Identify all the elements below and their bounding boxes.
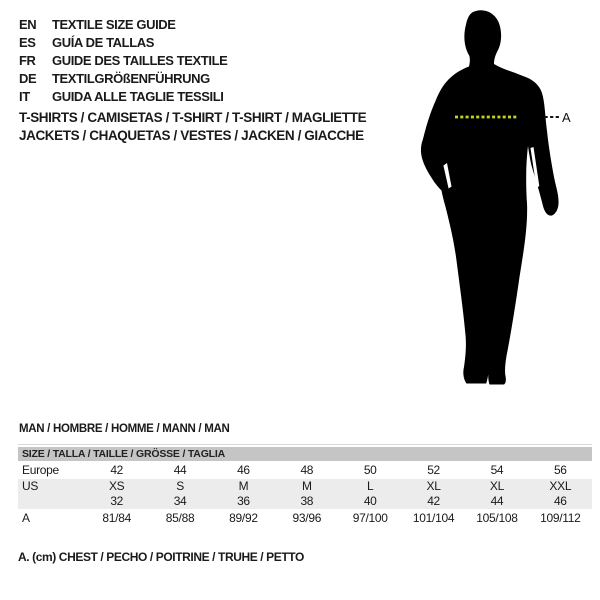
size-table <box>18 447 592 527</box>
table-cell: 93/96 <box>292 511 322 525</box>
table-cell: M <box>301 479 312 493</box>
table-cell: 42 <box>110 463 124 477</box>
table-cell: XL <box>489 479 504 493</box>
section-title: MAN / HOMBRE / HOMME / MANN / MAN <box>19 423 230 435</box>
language-row <box>19 52 227 70</box>
language-row <box>19 88 227 106</box>
table-cell: 40 <box>363 494 377 508</box>
language-code: FR <box>19 53 36 68</box>
language-title: GUIDE DES TAILLES TEXTILE <box>52 53 228 68</box>
table-cell: 54 <box>490 463 504 477</box>
language-row <box>19 34 227 52</box>
table-cell: 36 <box>237 494 250 508</box>
category-line-tshirts: T-SHIRTS / CAMISETAS / T-SHIRT / T-SHIRT / MAGLIETTE <box>19 110 367 125</box>
language-code: DE <box>19 71 37 86</box>
language-list <box>19 16 227 106</box>
table-cell: 89/92 <box>229 511 258 525</box>
table-cell: XL <box>426 479 441 493</box>
table-cell: S <box>176 479 184 493</box>
row-label: Europe <box>22 463 59 477</box>
table-cell: 42 <box>427 494 440 508</box>
table-row-numeric <box>18 494 592 509</box>
table-cell: 50 <box>363 463 377 477</box>
table-header: SIZE / TALLA / TAILLE / GRÖSSE / TAGLIA <box>18 447 592 461</box>
table-cell: 38 <box>300 494 314 508</box>
table-cell: 32 <box>110 494 124 508</box>
category-line-jackets: JACKETS / CHAQUETAS / VESTES / JACKEN / GIACCHE <box>19 128 364 143</box>
row-label <box>18 494 85 509</box>
table-cell: 44 <box>490 494 504 508</box>
table-row-us <box>18 479 592 494</box>
table-cell: 85/88 <box>165 511 195 525</box>
language-title: GUÍA DE TALLAS <box>52 35 155 50</box>
table-cell: M <box>238 479 249 493</box>
table-row-chest <box>18 509 592 527</box>
table-cell: 52 <box>427 463 440 477</box>
table-row-europe <box>18 461 592 479</box>
category-heading <box>19 109 366 145</box>
language-row <box>19 16 227 34</box>
language-code: EN <box>19 17 37 32</box>
man-silhouette <box>421 10 559 384</box>
language-row <box>19 70 227 88</box>
table-top-rule <box>18 444 592 445</box>
language-code: ES <box>19 35 36 50</box>
table-cell: 46 <box>237 463 250 477</box>
table-cell: 34 <box>173 494 187 508</box>
table-cell: 44 <box>173 463 187 477</box>
man-silhouette-figure <box>390 0 600 400</box>
table-cell: 48 <box>300 463 314 477</box>
table-cell: 101/104 <box>412 511 455 525</box>
table-cell: XXL <box>549 479 572 493</box>
measurement-footnote: A. (cm) CHEST / PECHO / POITRINE / TRUHE / PETTO <box>18 550 304 564</box>
measure-label-a: A <box>562 110 571 125</box>
language-title: GUIDA ALLE TAGLIE TESSILI <box>52 89 224 104</box>
table-cell: 46 <box>553 494 567 508</box>
table-cell: L <box>367 479 374 493</box>
language-title: TEXTILE SIZE GUIDE <box>52 17 176 32</box>
row-label: US <box>22 479 39 493</box>
table-cell: 97/100 <box>352 511 388 525</box>
row-label: A <box>22 511 30 525</box>
table-cell: 105/108 <box>476 511 518 525</box>
table-cell: 56 <box>553 463 567 477</box>
language-code: IT <box>19 89 30 104</box>
table-cell: 109/112 <box>540 511 581 525</box>
language-title: TEXTILGRÖßENFÜHRUNG <box>52 71 210 86</box>
table-cell: 81/84 <box>102 511 131 525</box>
table-cell: XS <box>108 479 125 493</box>
